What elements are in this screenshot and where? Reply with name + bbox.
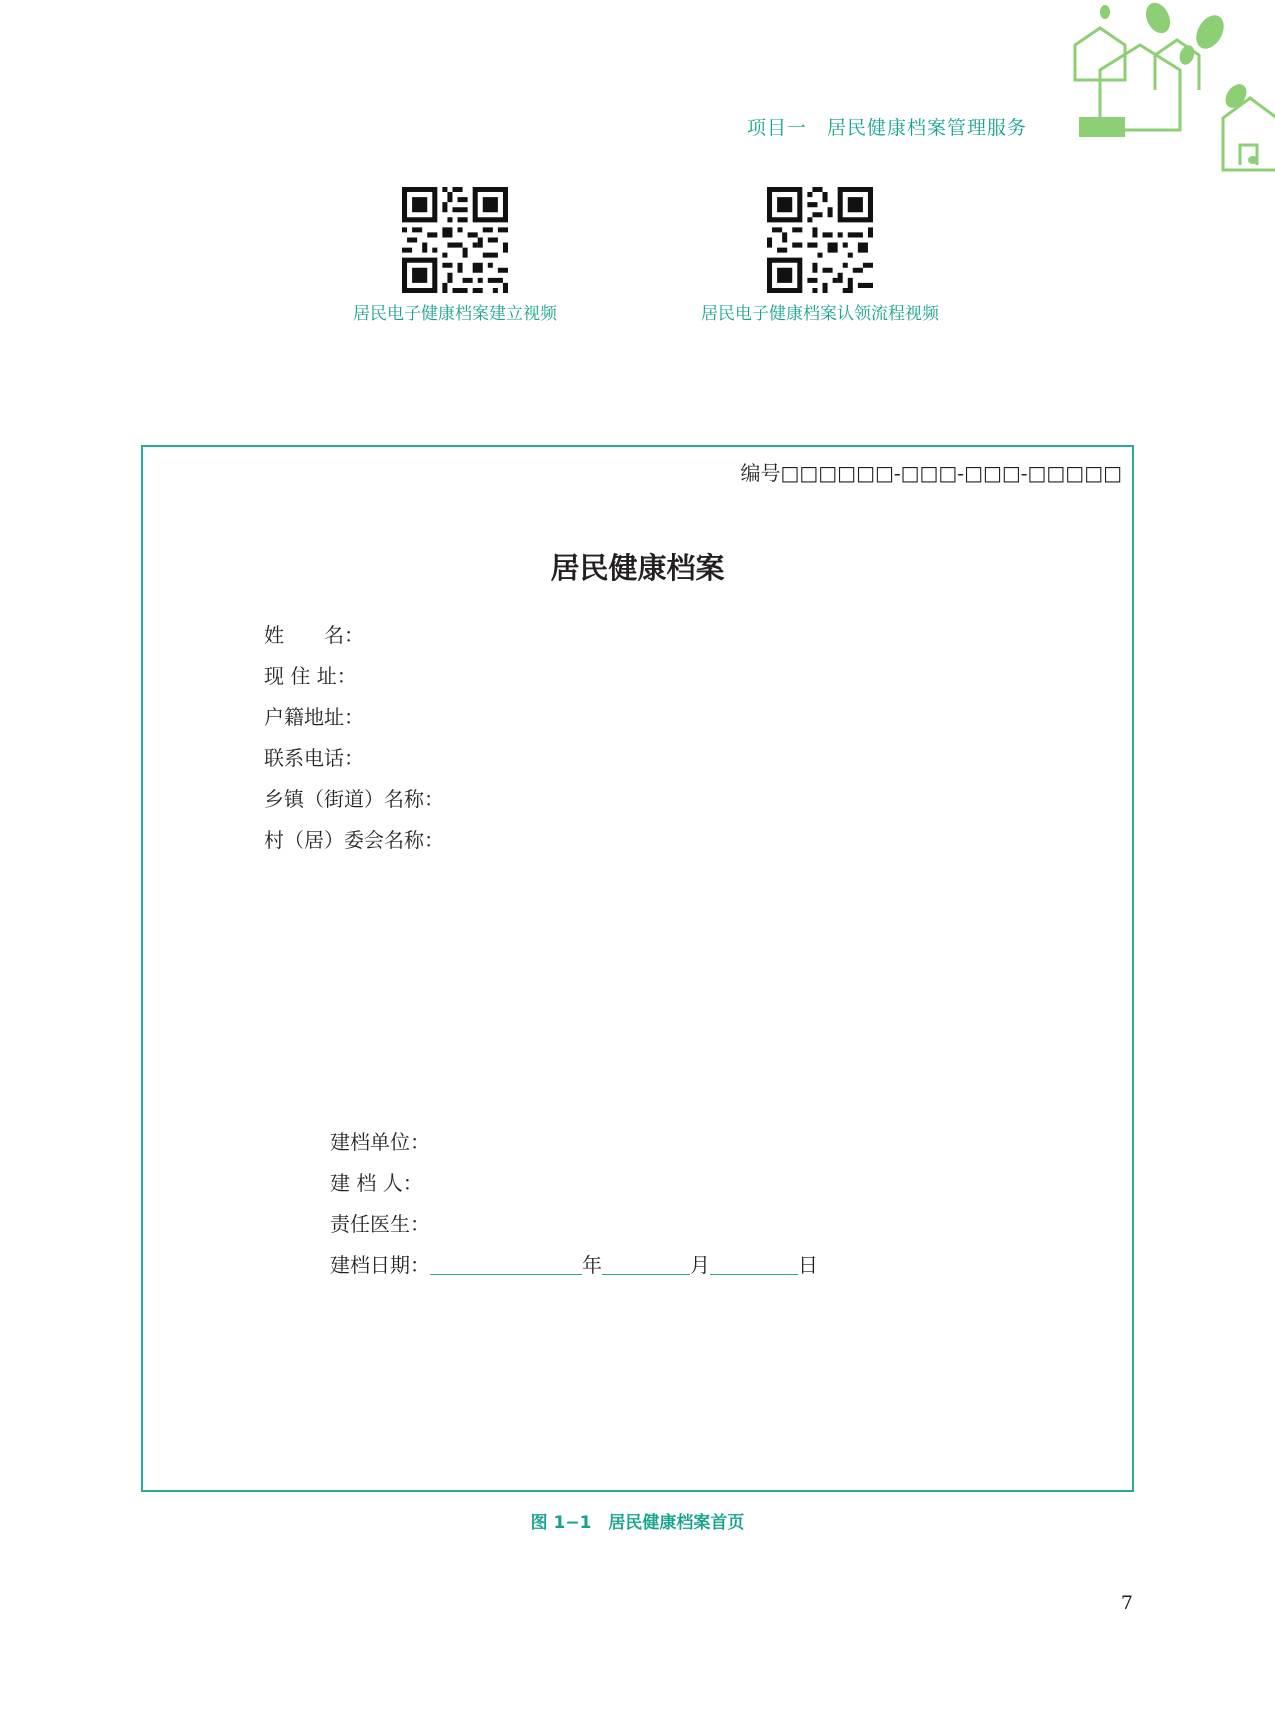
qr-code-icon[interactable] <box>400 187 510 293</box>
year-label: 年 <box>582 1253 602 1277</box>
field-village-committee: 村（居）委会名称： <box>264 828 444 852</box>
record-title: 居民健康档案 <box>550 551 725 585</box>
field-registered-address: 户籍地址： <box>264 705 364 729</box>
field-phone: 联系电话： <box>264 746 364 770</box>
month-label: 月 <box>690 1253 710 1277</box>
field-responsible-doctor: 责任医生： <box>330 1212 430 1236</box>
field-current-address: 现 住 址： <box>264 664 357 688</box>
year-blank <box>430 1252 582 1275</box>
qr-block-claim-video[interactable] <box>690 187 950 324</box>
serial-number-label: 编号□□□□□□-□□□-□□□-□□□□□ <box>740 461 1122 485</box>
field-filing-date <box>330 1245 818 1286</box>
date-label: 建档日期： <box>330 1253 430 1277</box>
qr-block-create-video[interactable] <box>340 187 570 324</box>
field-filed-by: 建 档 人： <box>330 1171 423 1195</box>
section-header-title: 项目一 居民健康档案管理服务 <box>746 117 1027 139</box>
day-blank <box>710 1252 798 1275</box>
filing-info-fields <box>330 1122 818 1286</box>
month-blank <box>602 1252 690 1275</box>
resident-info-fields <box>264 615 444 861</box>
qr-caption: 居民电子健康档案认领流程视频 <box>701 304 939 324</box>
field-filing-unit: 建档单位： <box>330 1130 430 1154</box>
day-label: 日 <box>798 1253 818 1277</box>
field-name: 姓 名： <box>264 623 364 647</box>
page-number: 7 <box>1120 1592 1133 1614</box>
field-township: 乡镇（街道）名称： <box>264 787 444 811</box>
health-record-form <box>141 445 1134 1492</box>
figure-caption: 图 1−1 居民健康档案首页 <box>530 1513 745 1533</box>
qr-code-icon[interactable] <box>765 187 875 293</box>
qr-caption: 居民电子健康档案建立视频 <box>353 304 557 324</box>
house-leaf-decoration-icon <box>1045 0 1275 175</box>
section-header-bar <box>1079 117 1125 137</box>
